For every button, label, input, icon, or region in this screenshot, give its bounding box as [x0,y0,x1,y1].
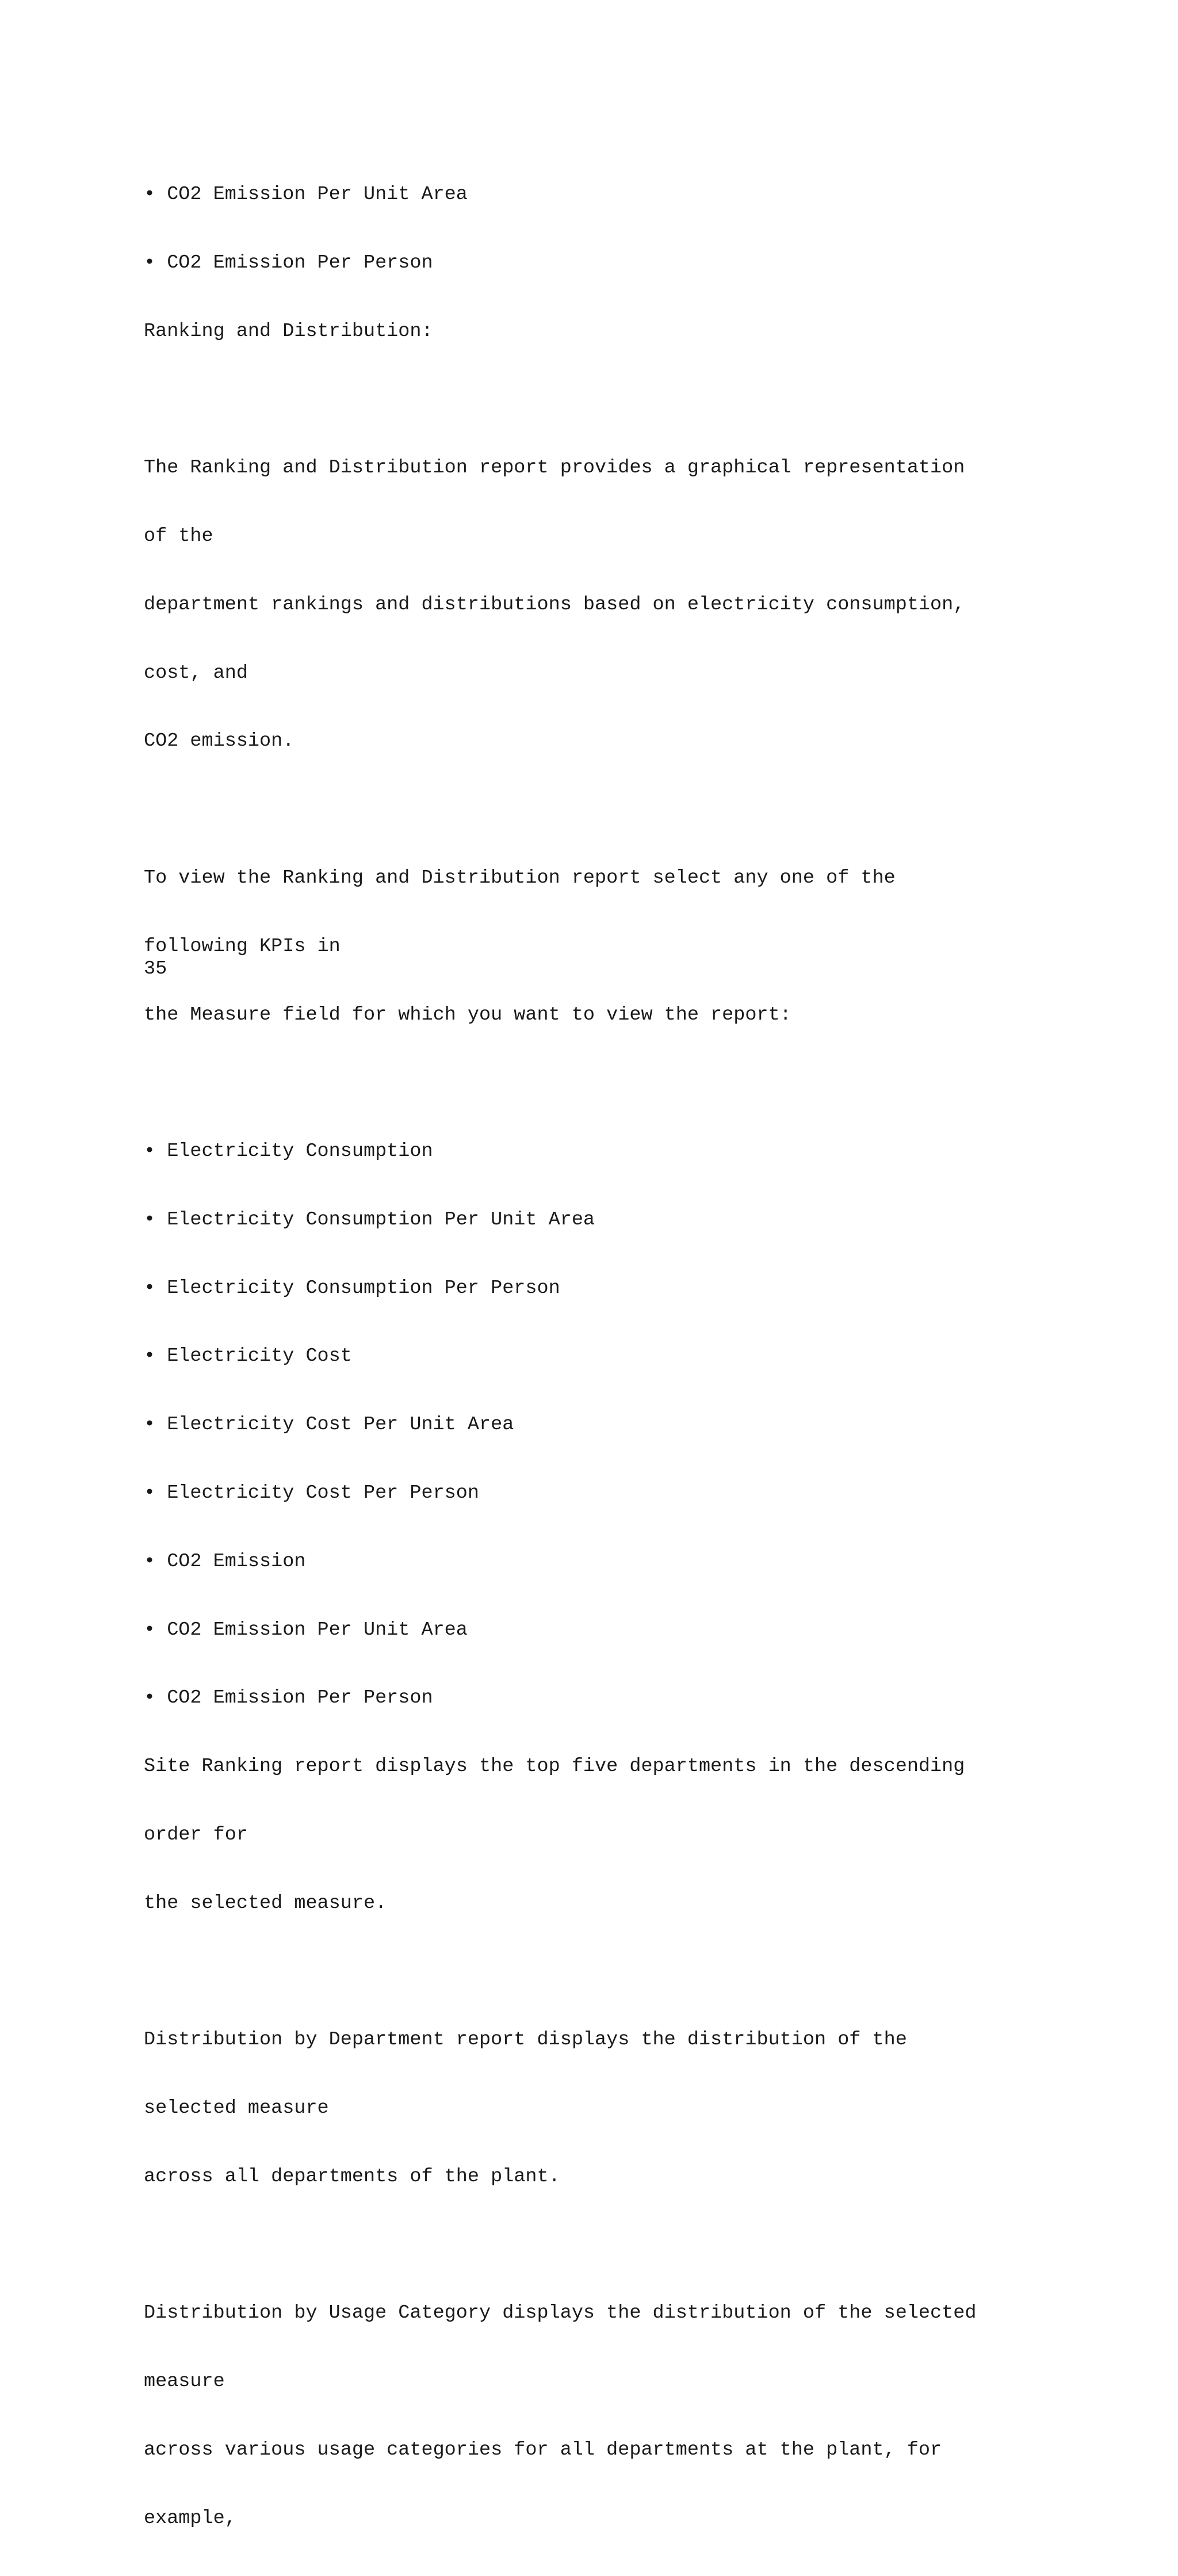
paragraph-line: To view the Ranking and Distribution report select any one of the [144,867,896,889]
paragraph-line: of the [144,525,213,548]
paragraph-line: the Measure field for which you want to view the report: [144,1003,791,1026]
paragraph-line: example, [144,2507,236,2529]
bullet-item: • CO2 Emission Per Person [144,1687,433,1709]
bullet-item: • CO2 Emission [144,1550,306,1573]
blank-line [144,1961,1133,1984]
bullet-item: • Electricity Consumption Per Unit Area [144,1208,595,1231]
paragraph-line: cost, and [144,662,248,684]
paragraph-line: CO2 emission. [144,730,294,753]
paragraph-line: following KPIs in [144,935,341,957]
bullet-item: • Electricity Consumption [144,1140,433,1163]
bullet-item: • Electricity Cost [144,1345,352,1368]
bullet-item: • Electricity Consumption Per Person [144,1277,560,1299]
blank-line [144,799,1133,822]
paragraph-line: order for [144,1823,248,1846]
paragraph-line: department rankings and distributions based on electricity consumption, [144,593,965,616]
blank-line [144,2234,1133,2257]
page-number: 35 [144,958,167,980]
blank-line [144,1072,1133,1095]
paragraph-line: Distribution by Department report displays the distribution of the [144,2029,907,2051]
bullet-item: • CO2 Emission Per Person [144,251,433,274]
paragraph-line: across various usage categories for all departments at the plant, for [144,2438,942,2461]
paragraph-line: Distribution by Usage Category displays the distribution of the selected [144,2302,977,2325]
bullet-item: • Electricity Cost Per Unit Area [144,1414,514,1436]
paragraph-line: The Ranking and Distribution report provides a graphical representation [144,457,965,479]
bullet-item: • CO2 Emission Per Unit Area [144,1619,468,1641]
body-text [144,138,1133,2576]
paragraph-line: across all departments of the plant. [144,2165,560,2188]
bullet-item: • CO2 Emission Per Unit Area [144,184,468,206]
paragraph-line: selected measure [144,2097,329,2120]
paragraph-line: the selected measure. [144,1892,387,1914]
paragraph-line: measure [144,2371,225,2393]
blank-line [144,389,1133,412]
paragraph-line: Site Ranking report displays the top five departments in the descending [144,1756,965,1778]
bullet-item: • Electricity Cost Per Person [144,1482,479,1505]
section-heading: Ranking and Distribution: [144,320,433,342]
